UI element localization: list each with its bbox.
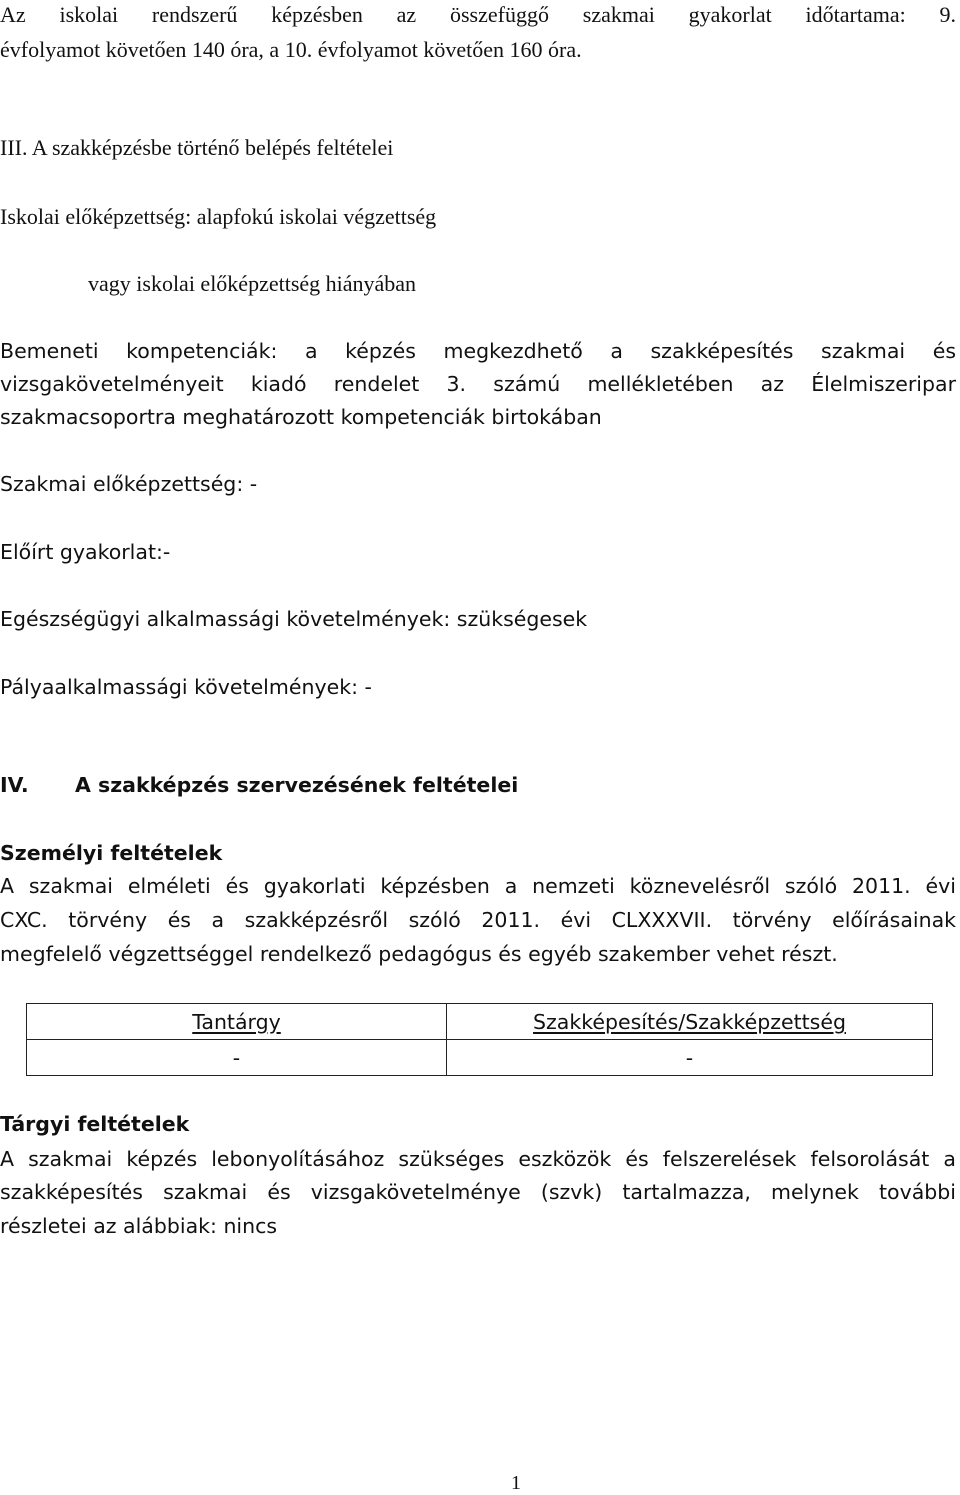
intro-line-2: évfolyamot követően 140 óra, a 10. évfolyamot követően 160 óra.	[0, 37, 582, 62]
competence-line-3: szakmacsoportra meghatározott kompetenciák birtokában	[0, 405, 602, 429]
school-prerequisite-alt: vagy iskolai előképzettség hiányában	[88, 271, 417, 296]
intro-line-1: Az iskolai rendszerű képzésben az összefüggő szakmai gyakorlat időtartama: 9.	[0, 2, 956, 27]
table-cell-subject: -	[27, 1040, 447, 1076]
personal-conditions-line-1: A szakmai elméleti és gyakorlati képzésben a nemzeti köznevelésről szóló 2011. évi	[0, 874, 956, 898]
professional-prerequisite: Szakmai előképzettség: -	[0, 472, 258, 496]
required-practice: Előírt gyakorlat:-	[0, 540, 171, 564]
school-prerequisite: Iskolai előképzettség: alapfokú iskolai végzettség	[0, 204, 437, 229]
table-header-subject: Tantárgy	[27, 1004, 447, 1040]
section-3-heading: III. A szakképzésbe történő belépés feltételei	[0, 135, 394, 160]
section-4-number: IV.	[0, 773, 29, 797]
table-header-row	[27, 1004, 933, 1040]
personal-conditions-line-3: megfelelő végzettséggel rendelkező pedagógus és egyéb szakember vehet részt.	[0, 942, 838, 966]
personal-conditions-heading: Személyi feltételek	[0, 841, 223, 865]
material-conditions-heading: Tárgyi feltételek	[0, 1112, 190, 1136]
material-conditions-line-2: szakképesítés szakmai és vizsgakövetelménye (szvk) tartalmazza, melynek további	[0, 1180, 956, 1204]
section-4-title: A szakképzés szervezésének feltételei	[75, 773, 519, 797]
table-row	[27, 1040, 933, 1076]
material-conditions-line-3: részletei az alábbiak: nincs	[0, 1214, 278, 1238]
health-requirements: Egészségügyi alkalmassági követelmények: szükségesek	[0, 607, 588, 631]
subject-qualification-table	[26, 1003, 933, 1076]
table-header-qualification: Szakképesítés/Szakképzettség	[447, 1004, 933, 1040]
career-requirements: Pályaalkalmassági követelmények: -	[0, 675, 372, 699]
material-conditions-line-1: A szakmai képzés lebonyolításához szükséges eszközök és felszerelések felsorolását a	[0, 1147, 956, 1171]
personal-conditions-line-2: CXC. törvény és a szakképzésről szóló 2011. évi CLXXXVII. törvény előírásainak	[0, 908, 956, 932]
competence-line-2: vizsgakövetelményeit kiadó rendelet 3. számú mellékletében az Élelmiszeripar	[0, 372, 956, 396]
table-cell-qualification: -	[447, 1040, 933, 1076]
competence-line-1: Bemeneti kompetenciák: a képzés megkezdhető a szakképesítés szakmai és	[0, 339, 956, 363]
page-number: 1	[511, 1472, 521, 1494]
